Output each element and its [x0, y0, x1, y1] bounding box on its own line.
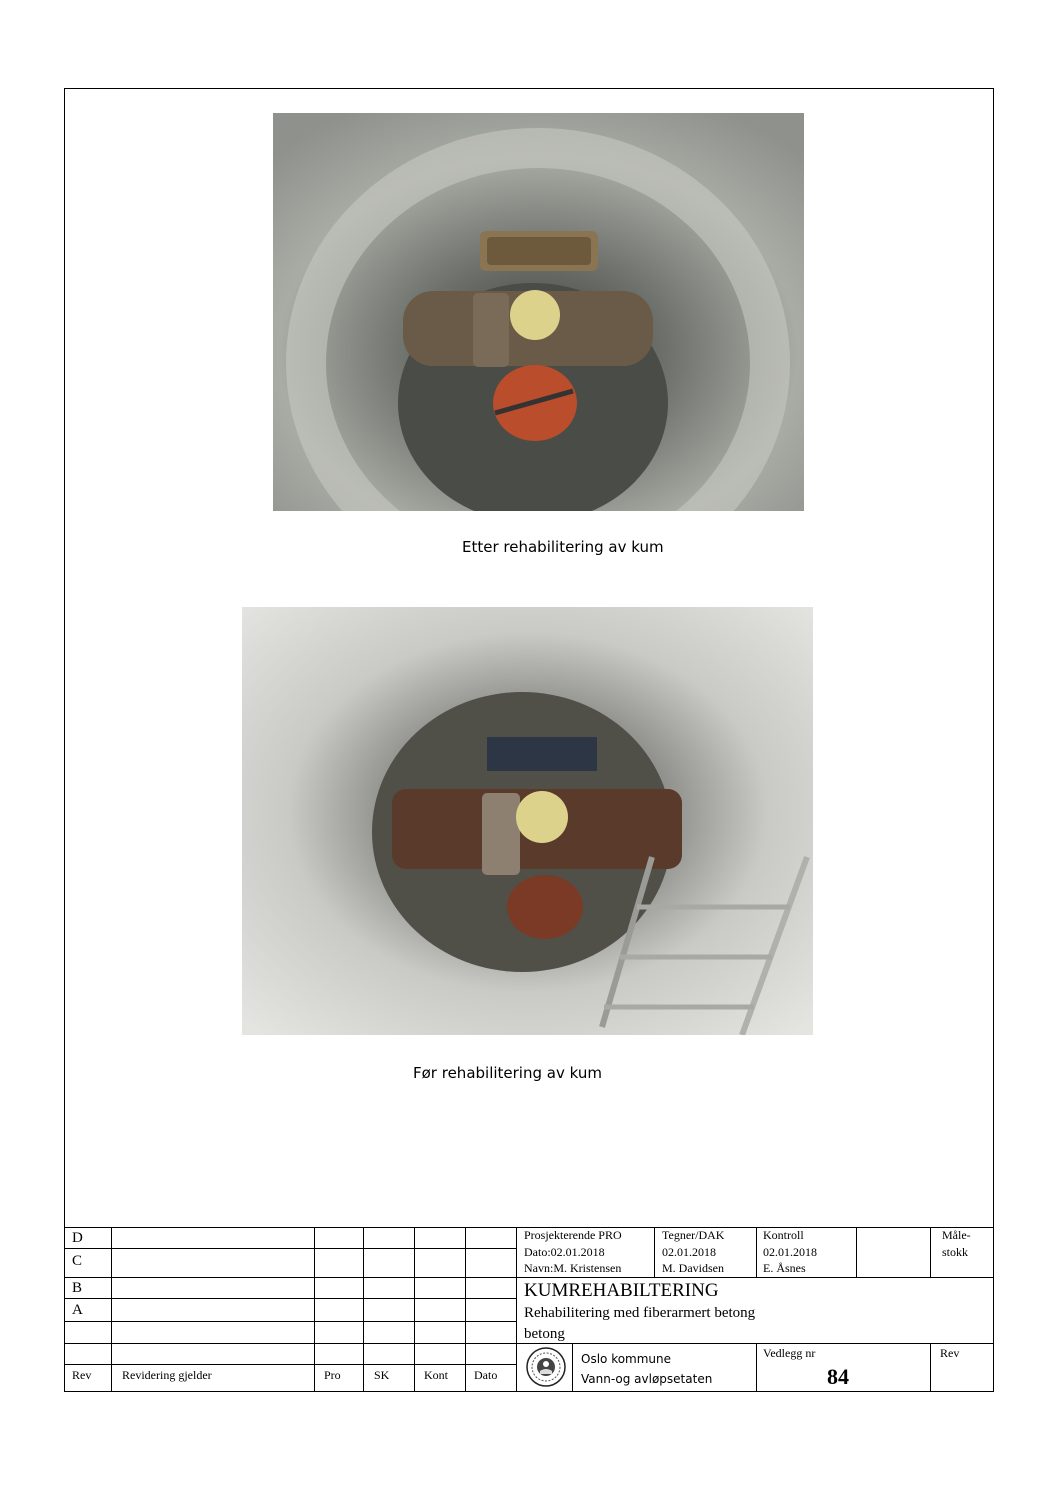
drawer-name: M. Davidsen	[662, 1261, 724, 1275]
header-kont: Kont	[424, 1368, 448, 1382]
control-title: Kontroll	[763, 1228, 804, 1242]
revision-row-b: B	[72, 1280, 83, 1296]
photo-before-rehabilitation	[242, 607, 813, 1035]
org-name: Oslo kommune	[581, 1352, 672, 1366]
project-lead-name: Navn:M. Kristensen	[524, 1261, 622, 1275]
project-lead-date: Dato:02.01.2018	[524, 1245, 605, 1259]
header-pro: Pro	[324, 1368, 341, 1382]
header-dato: Dato	[474, 1368, 498, 1382]
control-date: 02.01.2018	[763, 1245, 817, 1259]
appendix-number: 84	[827, 1364, 849, 1389]
drawer-date: 02.01.2018	[662, 1245, 716, 1259]
control-name: E. Åsnes	[763, 1261, 806, 1275]
org-department: Vann-og avløpsetaten	[581, 1372, 713, 1386]
scale-label-line2: stokk	[942, 1245, 969, 1259]
header-rev: Rev	[72, 1368, 92, 1382]
title-block	[64, 1227, 994, 1392]
caption-before: Før rehabilitering av kum	[413, 1064, 602, 1082]
scale-label-line1: Måle-	[942, 1228, 971, 1242]
caption-after: Etter rehabilitering av kum	[462, 538, 664, 556]
project-title: KUMREHABILTERING	[524, 1280, 719, 1301]
header-sk: SK	[374, 1368, 390, 1382]
header-description: Revidering gjelder	[122, 1368, 212, 1382]
project-subtitle-line1: Rehabilitering med fiberarmert betong	[524, 1305, 756, 1321]
revision-row-a: A	[72, 1302, 83, 1318]
drawer-title: Tegner/DAK	[662, 1228, 725, 1242]
project-subtitle-line2: betong	[524, 1326, 565, 1342]
oslo-kommune-seal-logo	[525, 1346, 567, 1388]
project-lead-title: Prosjekterende PRO	[524, 1228, 622, 1242]
rev-label: Rev	[940, 1346, 960, 1360]
revision-row-c: C	[72, 1253, 83, 1269]
photo-after-rehabilitation	[273, 113, 804, 511]
revision-row-d: D	[72, 1230, 83, 1246]
appendix-label: Vedlegg nr	[763, 1346, 816, 1360]
